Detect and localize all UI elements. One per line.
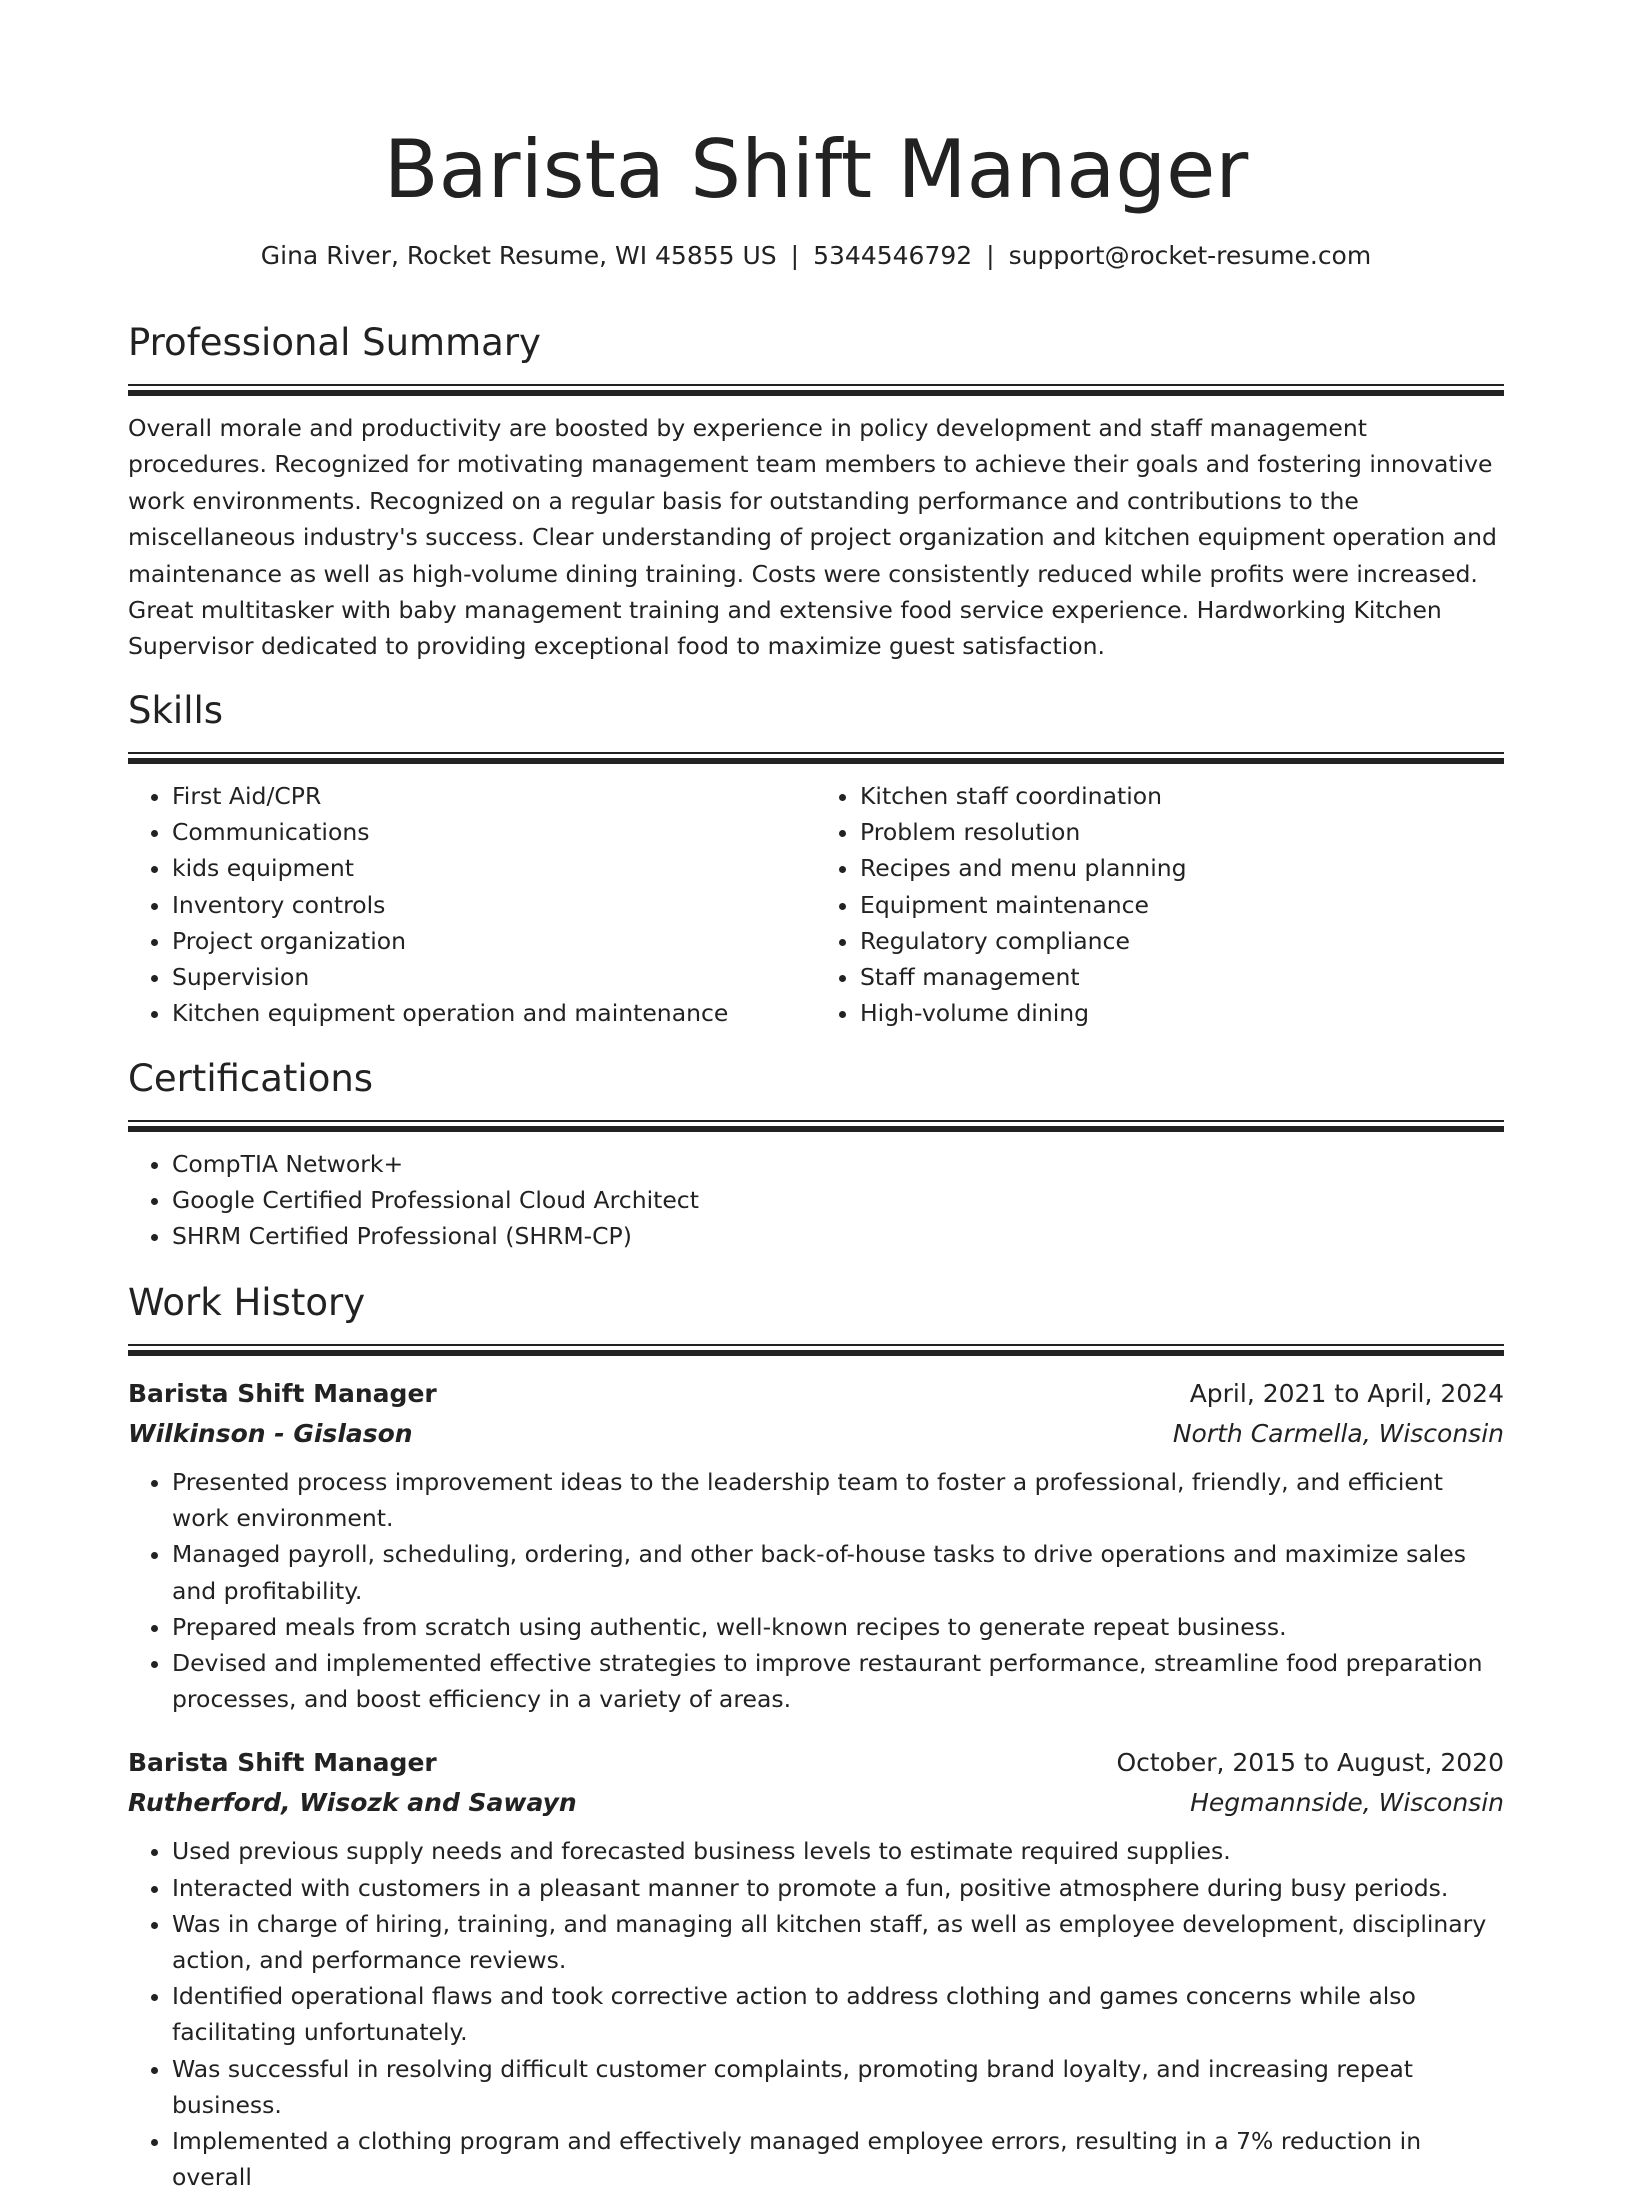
section-divider <box>128 384 1504 396</box>
job-header <box>128 1743 1504 1783</box>
certifications-heading: Certifications <box>128 1057 374 1100</box>
skill-item: • Kitchen equipment operation and maintenance <box>172 995 816 1031</box>
skill-item: • Equipment maintenance <box>860 887 1504 923</box>
skills-columns <box>128 778 1504 1031</box>
skill-item: • kids equipment <box>172 850 816 886</box>
contact-line <box>128 238 1504 274</box>
job-bullet: • Used previous supply needs and forecasted business levels to estimate required supplies. <box>172 1833 1504 1869</box>
job-bullet: • Prepared meals from scratch using authentic, well-known recipes to generate repeat business. <box>172 1609 1504 1645</box>
job-title: Barista Shift Manager <box>128 1748 437 1778</box>
summary-text: Overall morale and productivity are boosted by experience in policy development and staff management procedures. Recognized for motivating management team members to achieve their goals and fostering innovative work environments. Recognized on a regular basis for outstanding performance and contributions to the miscellaneous industry's success. Clear understanding of project organization and kitchen equipment operation and maintenance as well as high-volume dining training. Costs were consistently reduced while profits were increased. Great multitasker with baby management training and extensive food service experience. Hardworking Kitchen Supervisor dedicated to providing exceptional food to maximize guest satisfaction. <box>128 414 1497 661</box>
section-divider <box>128 1120 1504 1132</box>
certifications-list <box>128 1146 1504 1255</box>
certification-item: • SHRM Certified Professional (SHRM-CP) <box>172 1218 1504 1254</box>
job-dates: April, 2021 to April, 2024 <box>1189 1379 1504 1408</box>
job-bullet: • Implemented a clothing program and effectively managed employee errors, resulting in a 7% reduction in overall <box>172 2123 1504 2195</box>
job-bullet: • Managed payroll, scheduling, ordering, and other back-of-house tasks to drive operations and maximize sales and profitability. <box>172 1536 1504 1608</box>
skill-item: • Supervision <box>172 959 816 995</box>
job-subheader <box>128 1414 1504 1454</box>
job-bullet: • Devised and implemented effective strategies to improve restaurant performance, streamline food preparation processes, and boost efficiency in a variety of areas. <box>172 1645 1504 1717</box>
work-history-section <box>128 1278 1504 2195</box>
skill-item: • Recipes and menu planning <box>860 850 1504 886</box>
job-company: Wilkinson - Gislason <box>128 1419 413 1448</box>
certification-item: • CompTIA Network+ <box>172 1146 1504 1182</box>
skill-item: • Regulatory compliance <box>860 923 1504 959</box>
skill-item: • Problem resolution <box>860 814 1504 850</box>
job-location: North Carmella, Wisconsin <box>1172 1419 1504 1448</box>
job-bullets <box>128 1464 1504 1717</box>
job-bullet: • Interacted with customers in a pleasant manner to promote a fun, positive atmosphere during busy periods. <box>172 1870 1504 1906</box>
certifications-section <box>128 1054 1504 1255</box>
job-header <box>128 1374 1504 1414</box>
skill-item: • First Aid/CPR <box>172 778 816 814</box>
skill-item: • Project organization <box>172 923 816 959</box>
skill-item: • Communications <box>172 814 816 850</box>
skill-item: • Staff management <box>860 959 1504 995</box>
contact-address: Gina River, Rocket Resume, WI 45855 US <box>260 241 777 270</box>
resume-title: Barista Shift Manager <box>383 123 1249 216</box>
skill-item: • Inventory controls <box>172 887 816 923</box>
skills-list-right <box>816 778 1504 1031</box>
skill-item: • Kitchen staff coordination <box>860 778 1504 814</box>
job-bullet: • Was successful in resolving difficult customer complaints, promoting brand loyalty, and increasing repeat business. <box>172 2051 1504 2123</box>
job-bullet: • Presented process improvement ideas to the leadership team to foster a professional, friendly, and efficient work environment. <box>172 1464 1504 1536</box>
contact-email: support@rocket-resume.com <box>1008 241 1372 270</box>
skills-list-left <box>128 778 816 1031</box>
job-bullet: • Identified operational flaws and took corrective action to address clothing and games concerns while also facilitating unfortunately. <box>172 1978 1504 2050</box>
skills-heading: Skills <box>128 689 224 732</box>
job-bullets <box>128 1833 1504 2195</box>
summary-section <box>128 318 1504 665</box>
skill-item: • High-volume dining <box>860 995 1504 1031</box>
contact-separator: | <box>986 241 995 270</box>
section-divider <box>128 1344 1504 1356</box>
section-divider <box>128 752 1504 764</box>
job-bullet: • Was in charge of hiring, training, and managing all kitchen staff, as well as employee development, disciplinary action, and performance reviews. <box>172 1906 1504 1978</box>
job-entry <box>128 1743 1504 2195</box>
skills-section <box>128 686 1504 1031</box>
work-history-heading: Work History <box>128 1281 366 1324</box>
job-dates: October, 2015 to August, 2020 <box>1116 1748 1504 1778</box>
job-company: Rutherford, Wisozk and Sawayn <box>128 1788 577 1818</box>
job-title: Barista Shift Manager <box>128 1379 437 1408</box>
job-entry <box>128 1374 1504 1717</box>
job-location: Hegmannside, Wisconsin <box>1190 1788 1504 1818</box>
summary-heading: Professional Summary <box>128 321 541 364</box>
job-subheader <box>128 1783 1504 1823</box>
contact-separator: | <box>790 241 800 270</box>
certification-item: • Google Certified Professional Cloud Architect <box>172 1182 1504 1218</box>
contact-phone: 5344546792 <box>813 241 973 270</box>
